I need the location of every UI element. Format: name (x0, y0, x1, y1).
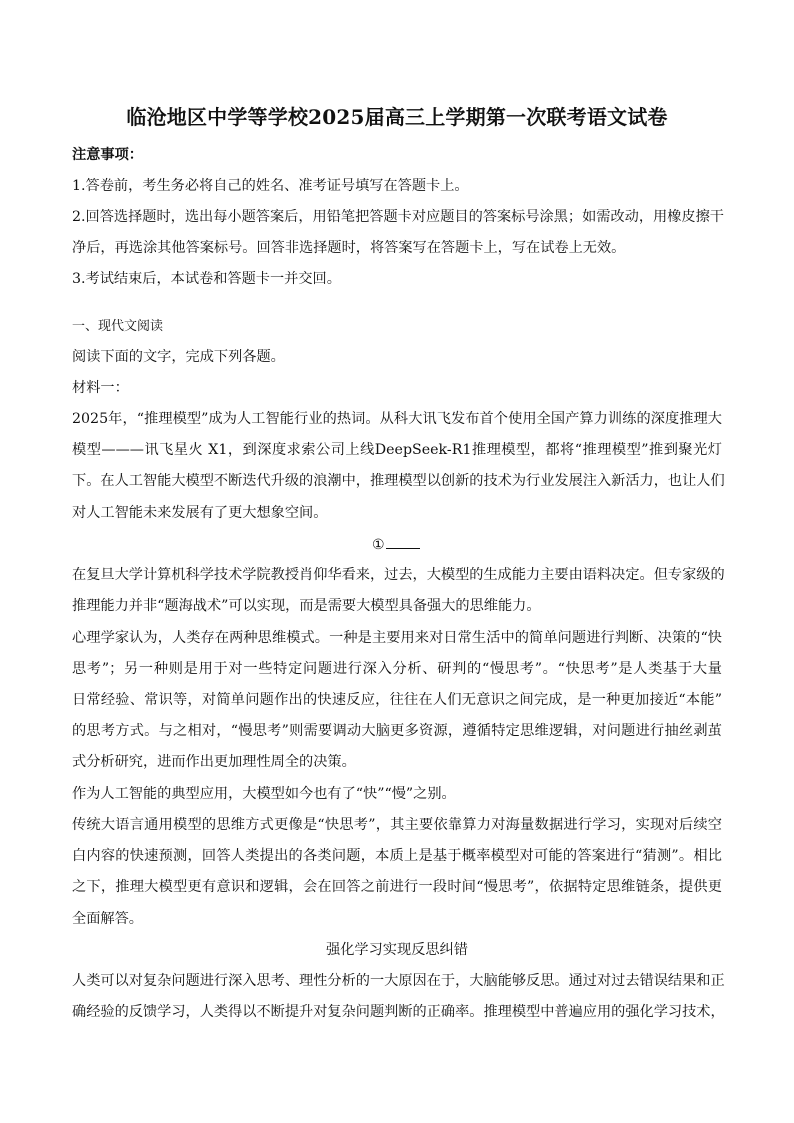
paragraph-1-line-2: 模型———讯飞星火 X1，到深度求索公司上线DeepSeek-R1推理模型，都将“推理模型”推到聚光灯 (72, 442, 722, 458)
subheading: 强化学习实现反思纠错 (326, 942, 468, 958)
paragraph-1-line-1: 2025年，“推理模型”成为人工智能行业的热词。从科大讯飞发布首个使用全国产算力训练的深度推理大 (72, 411, 722, 427)
paragraph-3-line-1: 心理学家认为，人类存在两种思维模式。一种是主要用来对日常生活中的简单问题进行判断、决策的“快 (72, 630, 722, 646)
blank-heading-1 (372, 534, 452, 555)
exam-title: 临沧地区中学等学校2025届高三上学期第一次联考语文试卷 (126, 105, 668, 129)
notice-item-2-line-1: 2.回答选择题时，选出每小题答案后，用铅笔把答题卡对应题目的答案标号涂黑；如需改动，用橡皮擦干 (72, 209, 724, 225)
paragraph-3-line-5: 式分析研究，进而作出更加理性周全的决策。 (72, 754, 356, 770)
paragraph-6-line-1: 人类可以对复杂问题进行深入思考、理性分析的一大原因在于，大脑能够反思。通过对过去错误结果和正 (72, 973, 725, 989)
notice-item-3: 3.考试结束后，本试卷和答题卡一并交回。 (72, 271, 341, 287)
paragraph-5-line-2: 白内容的快速预测，回答人类提出的各类问题，本质上是基于概率模型对可能的答案进行“猜测”。相比 (72, 848, 722, 864)
paragraph-1-line-3: 下。在人工智能大模型不断迭代升级的浪潮中，推理模型以创新的技术为行业发展注入新活力，也让人们 (72, 473, 725, 489)
paragraph-5-line-4: 全面解答。 (72, 911, 143, 927)
paragraph-3-line-4: 的思考方式。与之相对，“慢思考”则需要调动大脑更多资源，遵循特定思维逻辑，对问题进行抽丝剥茧 (72, 723, 722, 739)
material-label: 材料一： (72, 380, 129, 396)
answer-blank (386, 534, 420, 549)
paragraph-5-line-1: 传统大语言通用模型的思维方式更像是“快思考”，其主要依靠算力对海量数据进行学习，实现对后续空 (72, 817, 722, 833)
paragraph-6-line-2: 确经验的反馈学习，人类得以不断提升对复杂问题判断的正确率。推理模型中普遍应用的强化学习技术， (72, 1004, 725, 1020)
paragraph-4-line-1: 作为人工智能的典型应用，大模型如今也有了“快”“慢”之别。 (72, 786, 456, 802)
section-instruction: 阅读下面的文字，完成下列各题。 (72, 349, 285, 365)
paragraph-2-line-2: 推理能力并非“题海战术”可以实现，而是需要大模型具备强大的思维能力。 (72, 598, 541, 614)
notice-item-2-line-2: 净后，再选涂其他答案标号。回答非选择题时，将答案写在答题卡上，写在试卷上无效。 (72, 240, 626, 256)
paragraph-1-line-4: 对人工智能未来发展有了更大想象空间。 (72, 505, 328, 521)
paragraph-3-line-2: 思考”；另一种则是用于对一些特定问题进行深入分析、研判的“慢思考”。“快思考”是人类基于大量 (72, 661, 722, 677)
notice-item-1: 1.答卷前，考生务必将自己的姓名、准考证号填写在答题卡上。 (72, 178, 469, 194)
notice-heading: 注意事项： (72, 147, 143, 163)
section-heading: 一、现代文阅读 (72, 319, 164, 334)
blank-marker: ① (372, 537, 385, 553)
paragraph-2-line-1: 在复旦大学计算机科学技术学院教授肖仰华看来，过去，大模型的生成能力主要由语料决定。但专家级的 (72, 567, 725, 583)
paragraph-5-line-3: 之下，推理大模型更有意识和逻辑，会在回答之前进行一段时间“慢思考”，依据特定思维链条，提供更 (72, 879, 722, 895)
paragraph-3-line-3: 日常经验、常识等，对简单问题作出的快速反应，往往在人们无意识之间完成，是一种更加接近“本能” (72, 692, 722, 708)
